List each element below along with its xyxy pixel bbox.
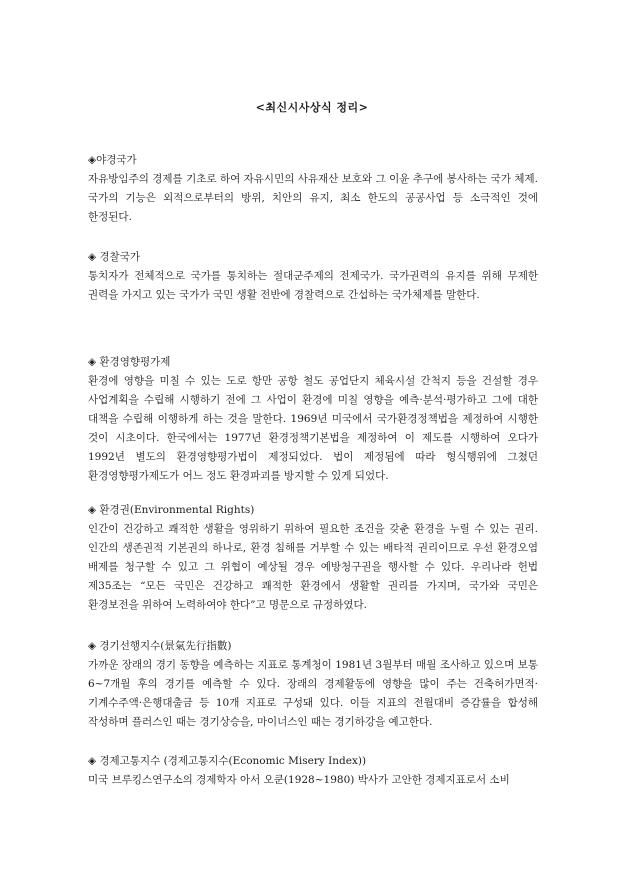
- section-heading: ◈ 경기선행지수(景氣先行指數): [88, 640, 232, 652]
- section-body: 통치자가 전체적으로 국가를 통치하는 절대군주제의 전제국가. 국가권력의 유지를 위해 무제한 권력을 가지고 있는 국가가 국민 생활 전반에 경찰력으로 간섭하는 국가체제를 말한다.: [88, 270, 538, 301]
- section-body: 자유방임주의 경제를 기초로 하여 자유시민의 사유재산 보호와 그 이윤 추구에 봉사하는 국가 체제. 국가의 기능은 외적으로부터의 방위, 치안의 유지, 최소 한도의 공공사업 등 소극적인 것에 한정된다.: [88, 173, 538, 223]
- document-title: <최신시사상식 정리>: [255, 101, 369, 114]
- section-heading: ◈ 환경권(Environmental Rights): [88, 504, 255, 516]
- section-body: 인간이 건강하고 쾌적한 생활을 영위하기 위하여 필요한 조건을 갖춘 환경을 누릴 수 있는 권리. 인간의 생존권적 기본권의 하나로, 환경 침해를 거부할 수 있는 배타적 권리이므로 우선 환경오염 배제를 청구할 수 있고 그 위협이 예상될 경우 예방청구권을 행사할 수 있다. 우리나라 헌법 제35조는 “모든 국민은 건강하고 쾌적한 환경에서 생활할 권리를 가지며, 국가와 국민은 환경보전을 위하여 노력하여야 한다”고 명문으로 규정하였다.: [88, 523, 538, 611]
- section-environmental-rights: [88, 501, 538, 615]
- section-environmental-impact-assessment: [88, 353, 538, 486]
- section-heading: ◈야경국가: [88, 154, 137, 166]
- section-night-watchman-state: [88, 151, 538, 227]
- section-heading: ◈ 경제고통지수 (경제고통지수(Economic Misery Index)): [88, 755, 367, 767]
- section-economic-misery-index: [88, 752, 538, 790]
- section-body: 미국 브루킹스연구소의 경제학자 아서 오쿤(1928~1980) 박사가 고안한 경제지표로서 소비: [88, 774, 510, 786]
- section-body: 환경에 영향을 미칠 수 있는 도로 항만 공항 철도 공업단지 체육시설 간척지 등을 건설할 경우 사업계획을 수립해 시행하기 전에 그 사업이 환경에 미칠 영향을 예측·분석·평가하고 그에 대한 대책을 수립해 이행하게 하는 것을 말한다. 1969년 미국에서 국가환경정책법을 제정하여 시행한 것이 시초이다. 한국에서는 1977년 환경정책기본법을 제정하여 이 제도를 시행하여 오다가 1992년 별도의 환경영향평가법이 제정되었다. 법이 제정됨에 따라 형식행위에 그쳤던 환경영향평가제도가 어느 정도 환경파괴를 방지할 수 있게 되었다.: [88, 375, 538, 482]
- section-police-state: [88, 248, 538, 305]
- section-body: 가까운 장래의 경기 동향을 예측하는 지표로 통계청이 1981년 3월부터 매월 조사하고 있으며 보통 6~7개월 후의 경기를 예측할 수 있다. 장래의 경제활동에 영향을 많이 주는 건축허가면적·기계수주액·은행대출금 등 10개 지표로 구성돼 있다. 이들 지표의 전월대비 증감률을 합성해 작성하며 플러스인 때는 경기상승을, 마이너스인 때는 경기하강을 예고한다.: [88, 659, 538, 728]
- section-heading: ◈ 경찰국가: [88, 251, 140, 263]
- section-leading-economic-index: [88, 637, 538, 732]
- section-heading: ◈ 환경영향평가제: [88, 356, 171, 368]
